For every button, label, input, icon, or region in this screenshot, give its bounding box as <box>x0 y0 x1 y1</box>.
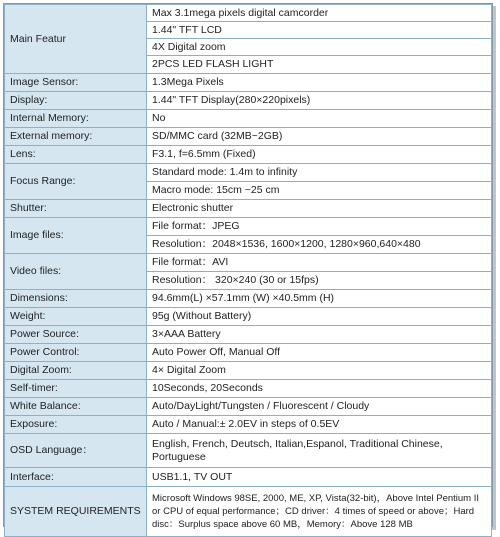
row-value: 1.44" TFT Display(280×220pixels) <box>147 92 492 110</box>
table-row <box>5 326 492 344</box>
row-label: SYSTEM REQUIREMENTS <box>5 487 147 537</box>
row-value: Auto / Manual:± 2.0EV in steps of 0.5EV <box>147 416 492 434</box>
row-label: White Balance: <box>5 398 147 416</box>
table-row <box>5 5 492 22</box>
row-value: Resolution：2048×1536, 1600×1200, 1280×960,640×480 <box>147 236 492 254</box>
row-label: Image files: <box>5 218 147 254</box>
row-value: File format：JPEG <box>147 218 492 236</box>
row-label: Self-timer: <box>5 380 147 398</box>
table-row <box>5 218 492 236</box>
row-value: Macro mode: 15cm ~25 cm <box>147 182 492 200</box>
row-value: Resolution： 320×240 (30 or 15fps) <box>147 272 492 290</box>
row-label: Display: <box>5 92 147 110</box>
row-value: 94.6mm(L) ×57.1mm (W) ×40.5mm (H) <box>147 290 492 308</box>
row-value: 3×AAA Battery <box>147 326 492 344</box>
row-value: File format：AVI <box>147 254 492 272</box>
row-value: No <box>147 110 492 128</box>
table-row <box>5 128 492 146</box>
row-value: Auto/DayLight/Tungsten / Fluorescent / Cloudy <box>147 398 492 416</box>
row-value: 95g (Without Battery) <box>147 308 492 326</box>
table-row <box>5 164 492 182</box>
table-row <box>5 380 492 398</box>
row-label: Digital Zoom: <box>5 362 147 380</box>
row-value: 2PCS LED FLASH LIGHT <box>147 56 492 74</box>
row-value: 1.3Mega Pixels <box>147 74 492 92</box>
row-value: USB1.1, TV OUT <box>147 468 492 487</box>
row-value: 4X Digital zoom <box>147 39 492 56</box>
row-value: English, French, Deutsch, Italian,Espanol, Traditional Chinese, Portuguese <box>147 434 492 468</box>
row-label: Main Featur <box>5 5 147 74</box>
table-row <box>5 200 492 218</box>
row-value: Electronic shutter <box>147 200 492 218</box>
row-label: Lens: <box>5 146 147 164</box>
row-value: F3.1, f=6.5mm (Fixed) <box>147 146 492 164</box>
row-value: Auto Power Off, Manual Off <box>147 344 492 362</box>
row-value: 4× Digital Zoom <box>147 362 492 380</box>
table-row <box>5 146 492 164</box>
table-row <box>5 110 492 128</box>
row-label: Weight: <box>5 308 147 326</box>
table-row <box>5 92 492 110</box>
row-label: Power Control: <box>5 344 147 362</box>
table-row <box>5 434 492 468</box>
table-row <box>5 398 492 416</box>
spec-table-frame <box>3 3 493 530</box>
row-label: Exposure: <box>5 416 147 434</box>
table-row <box>5 308 492 326</box>
row-label: Dimensions: <box>5 290 147 308</box>
table-row <box>5 362 492 380</box>
row-label: Shutter: <box>5 200 147 218</box>
table-row <box>5 487 492 537</box>
row-label: Internal Memory: <box>5 110 147 128</box>
row-label: OSD Language： <box>5 434 147 468</box>
spec-table <box>4 4 492 537</box>
table-row <box>5 344 492 362</box>
row-label: Power Source: <box>5 326 147 344</box>
row-value: 1.44" TFT LCD <box>147 22 492 39</box>
row-value: Max 3.1mega pixels digital camcorder <box>147 5 492 22</box>
row-label: External memory: <box>5 128 147 146</box>
row-label: Image Sensor: <box>5 74 147 92</box>
table-row <box>5 416 492 434</box>
row-label: Video files: <box>5 254 147 290</box>
table-row <box>5 254 492 272</box>
row-label: Focus Range: <box>5 164 147 200</box>
table-row <box>5 290 492 308</box>
row-label: Interface: <box>5 468 147 487</box>
table-row <box>5 74 492 92</box>
row-value: SD/MMC card (32MB~2GB) <box>147 128 492 146</box>
row-value: Microsoft Windows 98SE, 2000, ME, XP, Vista(32-bit)，Above Intel Pentium II or CPU of equal performance；CD driver：4 times of speed or above；Hard disc：Surplus space above 60 MB，Memory：Above 128 MB <box>147 487 492 537</box>
row-value: Standard mode: 1.4m to infinity <box>147 164 492 182</box>
table-row <box>5 468 492 487</box>
row-value: 10Seconds, 20Seconds <box>147 380 492 398</box>
